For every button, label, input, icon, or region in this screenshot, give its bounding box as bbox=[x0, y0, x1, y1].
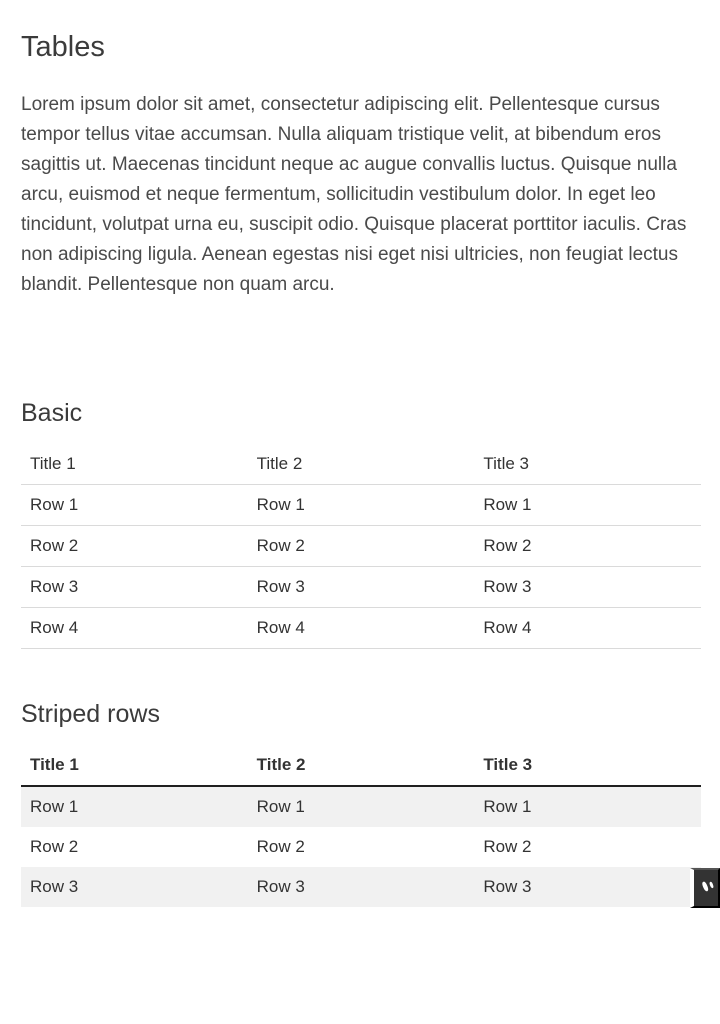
table-cell: Row 2 bbox=[256, 837, 305, 856]
table-cell: Row 3 bbox=[256, 877, 305, 896]
table-cell: Row 3 bbox=[248, 567, 475, 608]
table-cell: Row 1 bbox=[21, 485, 248, 526]
content-area bbox=[21, 30, 701, 907]
table-cell: Row 1 bbox=[30, 797, 79, 816]
table-cell: Row 4 bbox=[248, 608, 475, 649]
table-row bbox=[21, 485, 701, 526]
table-cell: Row 4 bbox=[474, 608, 701, 649]
intro-paragraph: Lorem ipsum dolor sit amet, consectetur adipiscing elit. Pellentesque cursus tempor tellus vitae accumsan. Nulla aliquam tristique velit, at bibendum eros sagittis ut. Maecenas tincidunt neque ac augue convallis luctus. Quisque nulla arcu, euismod et neque fermentum, sollicitudin vestibulum dolor. In eget leo tincidunt, volutpat urna eu, suscipit odio. Quisque placerat porttitor iaculis. Cras non adipiscing ligula. Aenean egestas nisi eget nisi ultricies, non feugiat lectus blandit. Pellentesque non quam arcu. bbox=[21, 94, 687, 295]
table-cell: Row 2 bbox=[474, 526, 701, 567]
table-cell: Row 2 bbox=[248, 526, 475, 567]
table-row bbox=[21, 827, 701, 867]
table-cell: Row 3 bbox=[474, 567, 701, 608]
table-cell: Row 1 bbox=[256, 797, 305, 816]
table-cell: Row 1 bbox=[248, 485, 475, 526]
table-row bbox=[21, 608, 701, 649]
header-row bbox=[21, 444, 701, 485]
table-cell: Row 1 bbox=[483, 797, 532, 816]
table-row bbox=[21, 786, 701, 827]
column-header: Title 2 bbox=[248, 745, 475, 786]
striped-section-heading: Striped rows bbox=[21, 700, 160, 728]
basic-section-heading: Basic bbox=[21, 399, 83, 427]
header-row bbox=[21, 745, 701, 786]
table-cell: Row 3 bbox=[483, 877, 532, 896]
basic-table-section bbox=[21, 398, 701, 649]
table-cell: Row 1 bbox=[474, 485, 701, 526]
striped-table-section bbox=[21, 699, 701, 907]
table-cell: Row 4 bbox=[21, 608, 248, 649]
table-row bbox=[21, 526, 701, 567]
table-row bbox=[21, 867, 701, 907]
column-header: Title 3 bbox=[474, 444, 701, 485]
table-row bbox=[21, 567, 701, 608]
basic-table bbox=[21, 444, 701, 649]
typo3-badge-button[interactable] bbox=[690, 868, 720, 908]
typo3-logo-icon bbox=[698, 880, 715, 897]
column-header: Title 2 bbox=[248, 444, 475, 485]
table-cell: Row 3 bbox=[21, 567, 248, 608]
striped-table bbox=[21, 745, 701, 907]
table-cell: Row 2 bbox=[30, 837, 79, 856]
table-cell: Row 2 bbox=[483, 837, 532, 856]
table-cell: Row 2 bbox=[21, 526, 248, 567]
column-header: Title 3 bbox=[474, 745, 701, 786]
column-header: Title 1 bbox=[21, 444, 248, 485]
column-header: Title 1 bbox=[21, 745, 248, 786]
page-title: Tables bbox=[21, 31, 105, 63]
table-cell: Row 3 bbox=[30, 877, 79, 896]
